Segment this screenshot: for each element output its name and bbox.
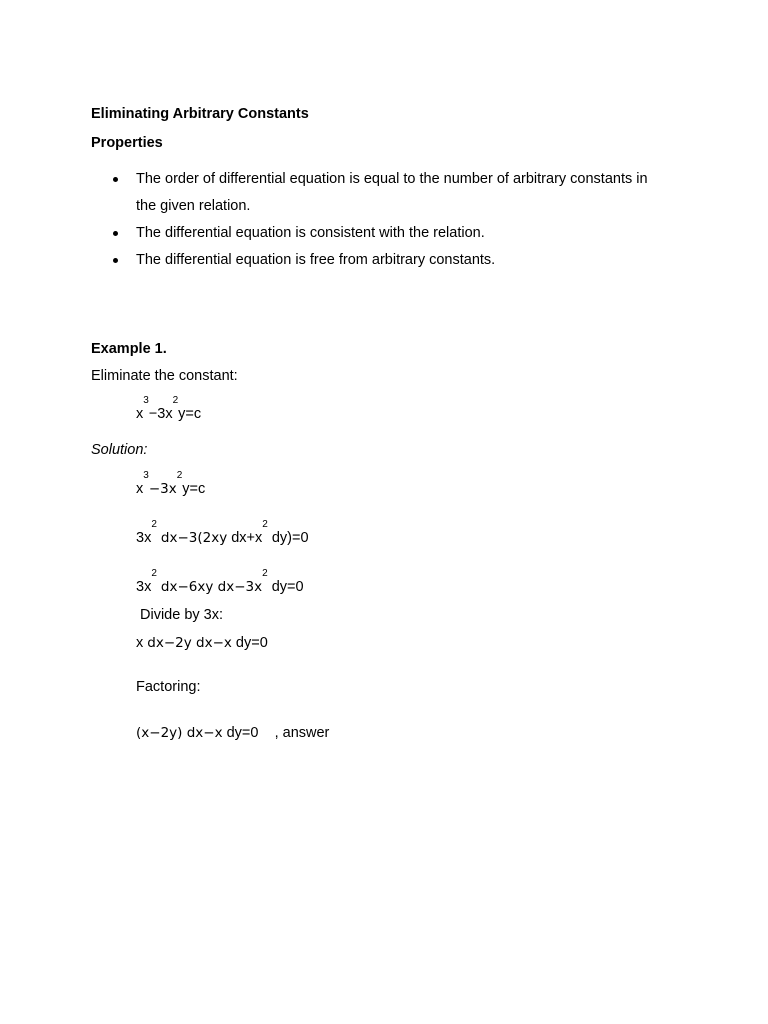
example-instruction: Eliminate the constant: [91, 368, 238, 384]
divide-note: Divide by 3x: [140, 607, 224, 623]
document-title: Eliminating Arbitrary Constants [91, 106, 309, 122]
final-answer: (x−2y) dx−x dy=0 , answer [136, 725, 330, 741]
property-item-1-line2: the given relation. [136, 198, 251, 214]
given-relation: $x^3-3x^2y=c$ [136, 395, 202, 422]
solution-step-4: x dx−2y dx−x dy=0 [136, 635, 268, 651]
answer-note: , answer [274, 725, 330, 741]
solution-step-1: $x^3-3x^2y=c$ [136, 470, 206, 497]
factoring-note: Factoring: [136, 679, 201, 695]
solution-label: Solution: [91, 442, 148, 458]
bullet-icon [113, 177, 118, 182]
property-item-1-line1: The order of differential equation is equal to the number of arbitrary constants in [136, 171, 648, 187]
solution-step-2: $3x^2$ dx−3(2xy $dx+x^2$ dy)=0 [136, 519, 309, 546]
solution-step-3: $3x^2$ dx−6xy $dx-3x^2$ dy=0 [136, 568, 304, 595]
property-item-2: The differential equation is consistent with the relation. [136, 225, 485, 241]
property-item-3: The differential equation is free from arbitrary constants. [136, 252, 496, 268]
bullet-icon [113, 258, 118, 263]
bullet-icon [113, 231, 118, 236]
properties-heading: Properties [91, 135, 163, 151]
example-heading: Example 1. [91, 341, 167, 357]
